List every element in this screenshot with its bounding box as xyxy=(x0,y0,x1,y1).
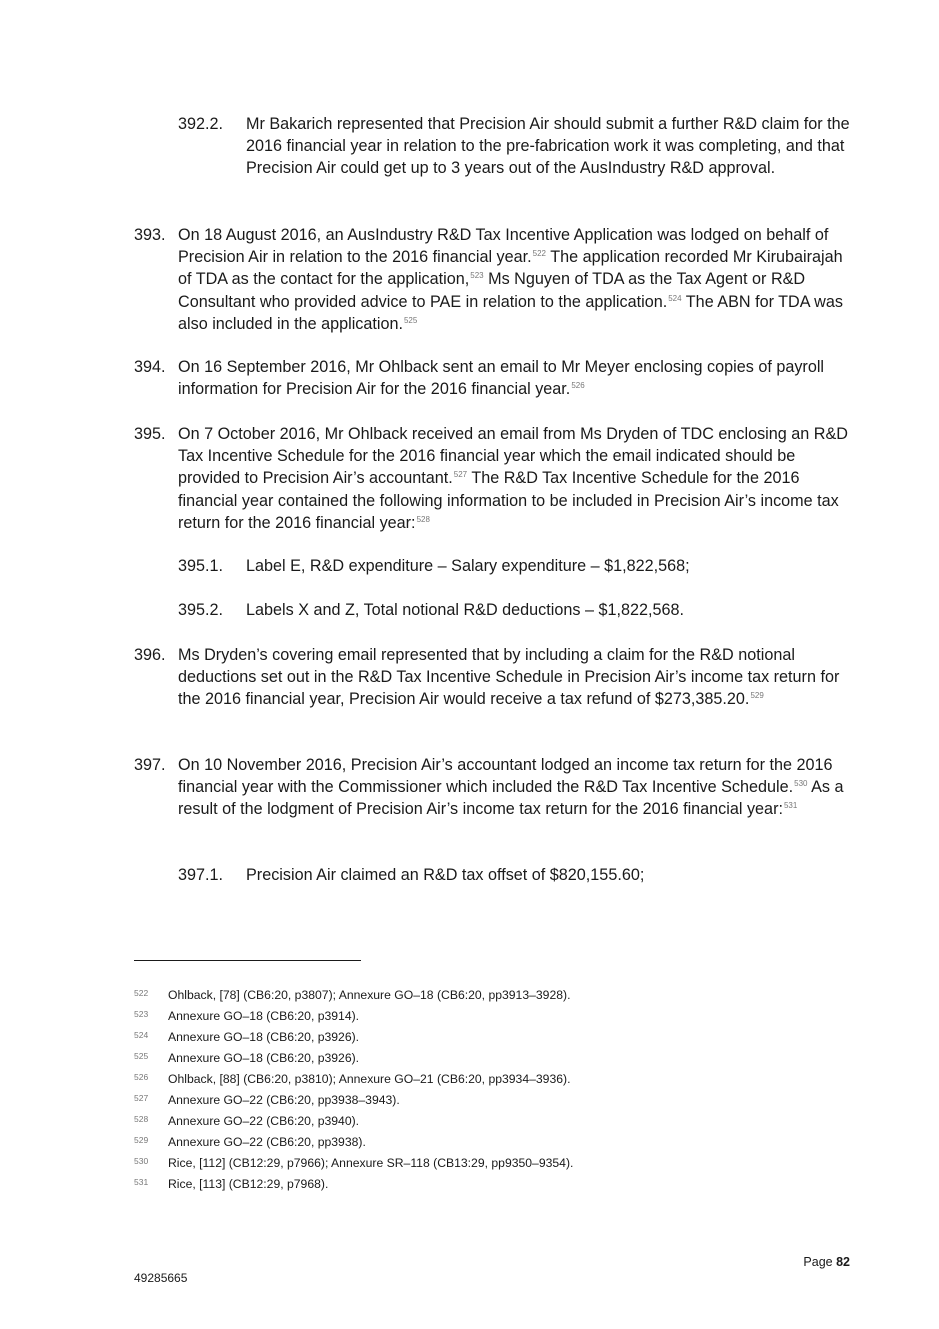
footnote-number: 524 xyxy=(134,1030,149,1040)
footnote-text: Annexure GO–18 (CB6:20, p3914). xyxy=(168,1009,360,1023)
footnote-text: Annexure GO–18 (CB6:20, p3926). xyxy=(168,1030,360,1044)
footnote-text: Rice, [112] (CB12:29, p7966); Annexure SR–118 (CB13:29, pp9350–9354). xyxy=(168,1156,574,1170)
paragraph-number: 395.1. xyxy=(178,557,224,575)
paragraph-397-1 xyxy=(178,864,854,886)
footnote-number: 531 xyxy=(134,1177,149,1187)
footnote xyxy=(134,1113,854,1129)
document-id: 49285665 xyxy=(134,1271,188,1285)
paragraph-text xyxy=(178,423,854,534)
footnote-ref[interactable]: 524 xyxy=(668,293,682,303)
footnote-number: 529 xyxy=(134,1135,149,1145)
paragraph-397 xyxy=(134,754,854,821)
paragraph-number: 393. xyxy=(134,226,166,244)
footnote-number: 530 xyxy=(134,1156,149,1166)
footnote xyxy=(134,987,854,1003)
paragraph-395 xyxy=(134,423,854,534)
page-number-value: 82 xyxy=(836,1255,850,1269)
paragraph-394 xyxy=(134,356,854,400)
paragraph-text xyxy=(178,754,854,821)
footnote xyxy=(134,1029,854,1045)
paragraph-number: 395. xyxy=(134,425,166,443)
footnote-number: 525 xyxy=(134,1051,149,1061)
sentence: Ms Dryden’s covering email represented that by including a claim for the R&D notional deductions set out in the R&D Tax Incentive Schedule in Precision Air’s income tax return for the 2016 financial year, Precision Air would receive a tax refund of $273,385.20. xyxy=(178,646,840,709)
footnote xyxy=(134,1050,854,1066)
sentence: On 7 October 2016, Mr Ohlback received an email from Ms Dryden of TDC enclosing an R&D Tax Incentive Schedule for the 2016 financial year which the email indicated should be provided to Precision Air’s accountant. xyxy=(178,425,848,488)
paragraph-text: Labels X and Z, Total notional R&D deductions – $1,822,568. xyxy=(246,601,684,619)
sentence: The ABN for TDA was also included in the application. xyxy=(178,292,843,333)
footnote-text: Annexure GO–18 (CB6:20, p3926). xyxy=(168,1051,360,1065)
footnote-text: Ohlback, [88] (CB6:20, p3810); Annexure GO–21 (CB6:20, pp3934–3936). xyxy=(168,1072,571,1086)
footnote-text: Annexure GO–22 (CB6:20, p3940). xyxy=(168,1114,360,1128)
paragraph-text: Label E, R&D expenditure – Salary expenditure – $1,822,568; xyxy=(246,557,690,575)
sentence: Ms Nguyen of TDA as the Tax Agent or R&D Consultant who provided advice to PAE in relation to the application. xyxy=(178,270,806,311)
sentence: As a result of the lodgment of Precision Air’s income tax return for the 2016 financial year: xyxy=(178,778,844,819)
footnote-ref[interactable]: 531 xyxy=(783,801,798,811)
footnote-number: 522 xyxy=(134,988,149,998)
paragraph-number: 397. xyxy=(134,756,166,774)
footnote-separator xyxy=(134,960,361,961)
paragraph-text xyxy=(178,224,854,335)
footnote-ref[interactable]: 527 xyxy=(453,470,468,480)
paragraph-395-2 xyxy=(178,599,854,621)
footnote xyxy=(134,1176,854,1192)
paragraph-number: 397.1. xyxy=(178,866,224,884)
footnote-number: 527 xyxy=(134,1093,149,1103)
page-label: Page xyxy=(803,1255,837,1269)
footnote-ref[interactable]: 530 xyxy=(794,779,808,789)
sentence: On 18 August 2016, an AusIndustry R&D Tax Incentive Application was lodged on behalf of Precision Air in relation to the 2016 financial year. xyxy=(178,226,829,267)
paragraph-number: 395.2. xyxy=(178,601,224,619)
paragraph-number: 394. xyxy=(134,358,166,376)
footnote xyxy=(134,1092,854,1108)
footnote xyxy=(134,1071,854,1087)
footnote-ref[interactable]: 522 xyxy=(532,249,546,259)
paragraph-number: 392.2. xyxy=(178,115,224,133)
footnote xyxy=(134,1134,854,1150)
sentence: The application recorded Mr Kirubairajah of TDA as the contact for the application, xyxy=(178,248,843,289)
paragraph-number: 396. xyxy=(134,646,166,664)
footnote-number: 528 xyxy=(134,1114,149,1124)
footnote-ref[interactable]: 528 xyxy=(416,514,430,524)
footnote-text: Rice, [113] (CB12:29, p7968). xyxy=(168,1177,329,1191)
footnote-text: Ohlback, [78] (CB6:20, p3807); Annexure GO–18 (CB6:20, pp3913–3928). xyxy=(168,988,571,1002)
footnote-text: Annexure GO–22 (CB6:20, pp3938). xyxy=(168,1135,366,1149)
paragraph-392-2 xyxy=(178,113,854,180)
footnote-ref[interactable]: 525 xyxy=(403,315,418,325)
footnote xyxy=(134,1008,854,1024)
footnote-text: Annexure GO–22 (CB6:20, pp3938–3943). xyxy=(168,1093,400,1107)
paragraph-text xyxy=(178,356,854,400)
paragraph-396 xyxy=(134,644,854,711)
sentence: On 10 November 2016, Precision Air’s accountant lodged an income tax return for the 2016 financial year with the Commissioner which included the R&D Tax Incentive Schedule. xyxy=(178,756,833,797)
footnote-number: 526 xyxy=(134,1072,149,1082)
footnote-number: 523 xyxy=(134,1009,149,1019)
footnote xyxy=(134,1155,854,1171)
footnote-ref[interactable]: 526 xyxy=(571,381,585,391)
footnote-ref[interactable]: 523 xyxy=(470,271,484,281)
footnote-ref[interactable]: 529 xyxy=(750,691,764,701)
paragraph-text xyxy=(178,644,854,711)
paragraph-395-1 xyxy=(178,555,854,577)
paragraph-text: Mr Bakarich represented that Precision Air should submit a further R&D claim for the 2016 financial year in relation to the pre-fabrication work it was completing, and that Precision Air could get up to 3 years out of the AusIndustry R&D approval. xyxy=(246,115,850,178)
page-number xyxy=(803,1255,850,1269)
sentence: The R&D Tax Incentive Schedule for the 2016 financial year contained the following information to be included in Precision Air’s income tax return for the 2016 financial year: xyxy=(178,469,839,532)
sentence: On 16 September 2016, Mr Ohlback sent an email to Mr Meyer enclosing copies of payroll information for Precision Air for the 2016 financial year. xyxy=(178,358,825,399)
paragraph-text: Precision Air claimed an R&D tax offset of $820,155.60; xyxy=(246,866,645,884)
paragraph-393 xyxy=(134,224,854,335)
